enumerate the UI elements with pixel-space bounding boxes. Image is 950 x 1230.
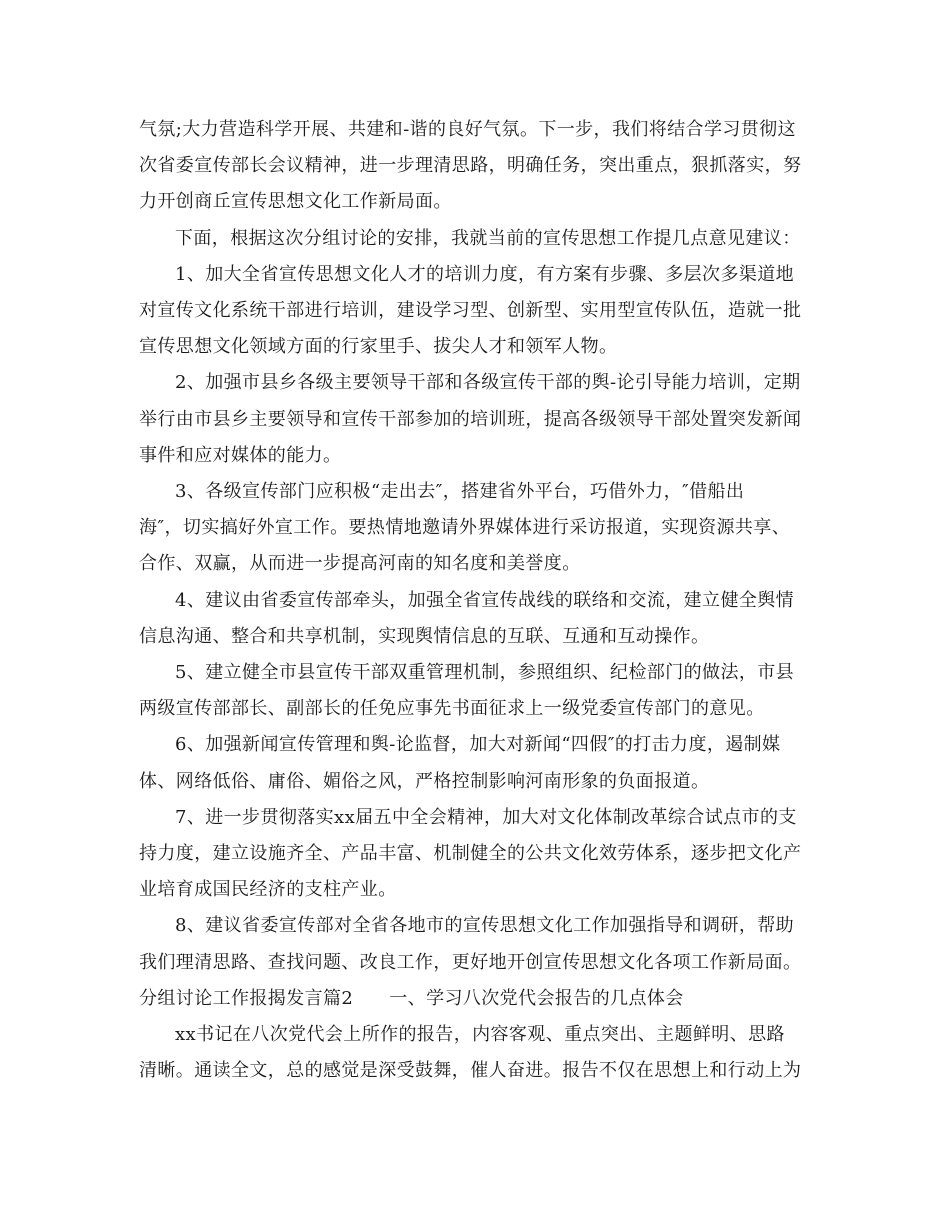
text-line: 下面，根据这次分组讨论的安排，我就当前的宣传思想工作提几点意见建议：	[175, 227, 801, 249]
section-heading	[139, 981, 815, 1017]
text-line: 4、建议由省委宣传部牵头，加强全省宣传战线的联络和交流，建立健全舆情	[175, 589, 795, 611]
heading-line	[139, 981, 815, 1017]
paragraph-item-8	[139, 908, 815, 980]
text-line: 对宣传文化系统干部进行培训，建设学习型、创新型、实用型宣传队伍，造就一批	[139, 300, 802, 322]
text-line: 事件和应对媒体的能力。	[139, 444, 342, 466]
paragraph-item-7	[139, 800, 815, 909]
text-line: 海″，切实搞好外宣工作。要热情地邀请外界媒体进行采访报道，实现资源共享、	[139, 517, 791, 539]
text-line: 6、加强新闻宣传管理和舆-论监督，加大对新闻“四假″的打击力度，遏制媒	[175, 734, 781, 756]
text-line: 1、加大全省宣传思想文化人才的培训力度，有方案有步骤、多层次多渠道地	[175, 263, 795, 285]
heading-subtitle: 一、学习八次党代会报告的几点体会	[389, 987, 684, 1009]
text-line: 7、进一步贯彻落实xx届五中全会精神，加大对文化体制改革综合试点市的支	[175, 806, 797, 828]
text-line: 3、各级宣传部门应积极“走出去″，搭建省外平台，巧借外力，″借船出	[175, 481, 745, 503]
text-line: 清晰。通读全文，总的感觉是深受鼓舞，催人奋进。报告不仅在思想上和行动上为	[139, 1060, 802, 1082]
paragraph-item-5	[139, 655, 815, 727]
document-body	[139, 112, 815, 1089]
text-line: 举行由市县乡主要领导和宣传干部参加的培训班，提高各级领导干部处置突发新闻	[139, 408, 802, 430]
text-line: 2、加强市县乡各级主要领导干部和各级宣传干部的舆-论引导能力培训，定期	[175, 372, 801, 394]
text-line: 两级宣传部部长、副部长的任免应事先书面征求上一级党委宣传部门的意见。	[139, 698, 765, 720]
text-line: 宣传思想文化领域方面的行家里手、拔尖人才和领军人物。	[139, 336, 618, 358]
text-line: xx书记在八次党代会上所作的报告，内容客观、重点突出、主题鲜明、思路	[175, 1024, 785, 1046]
heading-title: 分组讨论工作报揭发言篇2	[139, 987, 354, 1009]
text-line: 持力度，建立设施齐全、产品丰富、机制健全的公共文化效劳体系，逐步把文化产	[139, 843, 802, 865]
text-line: 我们理清思路、查找问题、改良工作，更好地开创宣传思想文化各项工作新局面。	[139, 951, 802, 973]
paragraph-lead	[139, 221, 815, 257]
text-line: 次省委宣传部长会议精神，进一步理清思路，明确任务，突出重点，狠抓落实，努	[139, 155, 802, 177]
paragraph-item-4	[139, 583, 815, 655]
text-line: 8、建议省委宣传部对全省各地市的宣传思想文化工作加强指导和调研，帮助	[175, 915, 795, 937]
paragraph-item-3	[139, 474, 815, 583]
text-line: 力开创商丘宣传思想文化工作新局面。	[139, 191, 452, 213]
paragraph-closing	[139, 1017, 815, 1089]
text-line: 合作、双赢，从而进一步提高河南的知名度和美誉度。	[139, 553, 581, 575]
text-line: 信息沟通、整合和共享机制，实现舆情信息的互联、互通和互动操作。	[139, 625, 710, 647]
paragraph-item-2	[139, 365, 815, 474]
paragraph-item-6	[139, 727, 815, 799]
paragraph-item-1	[139, 257, 815, 366]
text-line: 气氛;大力营造科学开展、共建和-谐的良好气氛。下一步，我们将结合学习贯彻这	[139, 119, 796, 140]
paragraph-intro	[139, 112, 815, 221]
text-line: 体、网络低俗、庸俗、媚俗之风，严格控制影响河南形象的负面报道。	[139, 770, 710, 792]
text-line: 5、建立健全市县宣传干部双重管理机制，参照组织、纪检部门的做法，市县	[175, 662, 795, 684]
text-line: 业培育成国民经济的支柱产业。	[139, 879, 397, 901]
